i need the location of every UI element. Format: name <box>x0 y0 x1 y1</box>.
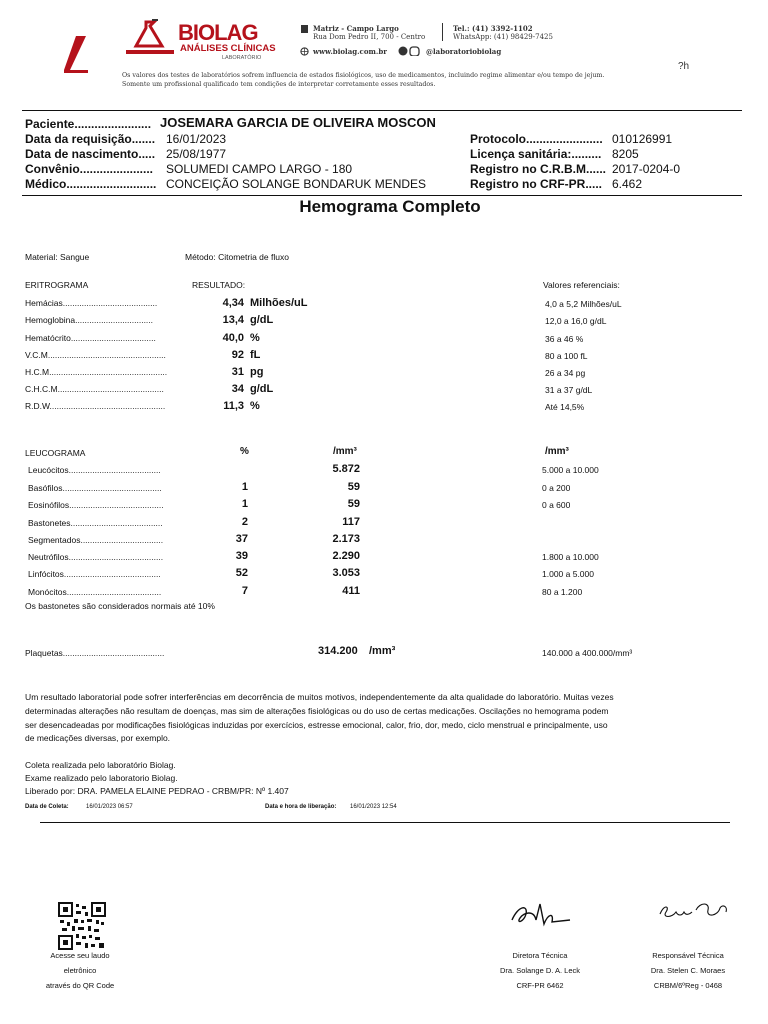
material-text: Material: Sangue <box>25 252 90 262</box>
nascimento-label: Data de nascimento..... <box>25 147 156 161</box>
row-label: Segmentados................................... <box>28 535 164 545</box>
row-label: Monócitos........................................ <box>28 587 162 597</box>
crf-label: Registro no CRF-PR..... <box>470 177 602 191</box>
requisicao-label: Data da requisição....... <box>25 132 156 146</box>
disclaimer-line-2: determinadas alterações não resultam de doenças, mas sim de alterações fisiológicas ou do uso de certas medicações. Oscilações no hemograma podem <box>25 706 609 716</box>
row-abs: 59 <box>347 498 360 510</box>
row-value: 40,0 <box>222 332 244 344</box>
website-link[interactable]: www.biolag.com.br <box>313 47 387 56</box>
row-value: 34 <box>231 383 244 395</box>
plaquetas-ref: 140.000 a 400.000/mm³ <box>542 648 633 658</box>
header-rule <box>22 110 742 111</box>
protocolo-value: 010126991 <box>612 132 673 146</box>
pct-heading: % <box>240 446 249 457</box>
mm3-heading: /mm³ <box>333 446 357 457</box>
disclaimer-line-3: ser desencadeadas por modificações fisiológicas induzidas por exercícios, estresse emocional, calor, frio, dor, medo, ciclo menstrual e principalmente, uso <box>25 720 608 730</box>
qr-code-icon[interactable] <box>58 902 106 950</box>
signature-1-icon <box>508 900 574 930</box>
notice-line-2: Somente um profissional qualificado tem condições de interpretar corretamente esses resultados. <box>122 81 436 88</box>
notice-line-1: Os valores dos testes de laboratórios sofrem influencia de estados fisiológicos, uso de medicamentos, incluindo regime alimentar e/ou tempo de jejum. <box>122 72 605 79</box>
row-value: 31 <box>231 366 244 378</box>
row-ref: Até 14,5% <box>545 402 585 412</box>
phone-number: Tel.: (41) 3392-1102 <box>453 24 533 33</box>
row-pct: 2 <box>241 516 248 528</box>
row-unit: % <box>250 332 260 344</box>
contact-divider <box>442 23 443 41</box>
crbm-label: Registro no C.R.B.M...... <box>470 162 607 176</box>
row-abs: 2.290 <box>332 550 360 562</box>
row-unit: fL <box>250 349 261 361</box>
row-label: Bastonetes....................................... <box>28 518 163 528</box>
row-label: Eosinófilos........................................ <box>28 500 164 510</box>
medico-value: CONCEIÇÃO SOLANGE BONDARUK MENDES <box>166 177 427 191</box>
crf-value: 6.462 <box>612 177 643 191</box>
matriz-title: Matriz - Campo Largo <box>313 24 399 33</box>
row-ref: 4,0 a 5,2 Milhões/uL <box>545 299 622 309</box>
row-unit: pg <box>250 366 264 378</box>
building-icon <box>300 24 309 33</box>
row-abs: 2.173 <box>332 533 360 545</box>
disclaimer-line-1: Um resultado laboratorial pode sofrer interferências em decorrência de muitos motivos, independentemente da alta qualidade do laboratório. Muitas vezes <box>25 692 614 702</box>
licenca-label: Licença sanitária:......... <box>470 147 602 161</box>
row-ref: 0 a 600 <box>542 500 571 510</box>
data-coleta-value: 16/01/2023 06:57 <box>86 804 133 810</box>
row-label: Hemoglobina................................. <box>25 315 154 325</box>
requisicao-value: 16/01/2023 <box>166 132 227 146</box>
row-abs: 59 <box>347 481 360 493</box>
row-pct: 52 <box>235 567 248 579</box>
brand-caption: LABORATÓRIO <box>222 55 262 61</box>
row-label: C.H.C.M............................................. <box>25 384 164 394</box>
row-unit: Milhões/uL <box>250 297 308 309</box>
row-pct: 7 <box>241 585 248 597</box>
partial-logo-mark-icon <box>62 30 92 74</box>
biolag-logo-icon <box>122 18 178 58</box>
coleta-text: Coleta realizada pelo laboratório Biolag. <box>25 760 176 770</box>
row-label: Linfócitos......................................... <box>28 569 161 579</box>
row-label: Leucócitos....................................... <box>28 465 161 475</box>
qr-caption-line-1: Acesse seu laudo <box>50 951 110 960</box>
globe-icon <box>300 47 309 56</box>
sig1-title: Diretora Técnica <box>512 951 568 960</box>
row-abs: 3.053 <box>332 567 360 579</box>
row-ref: 12,0 a 16,0 g/dL <box>545 316 607 326</box>
qr-caption-line-3: através do QR Code <box>45 981 115 990</box>
paciente-label: Paciente....................... <box>25 117 152 131</box>
matriz-address: Rua Dom Pedro II, 700 - Centro <box>313 33 426 41</box>
row-label: Hematócrito.................................... <box>25 333 156 343</box>
row-label: Hemácias........................................ <box>25 298 158 308</box>
nascimento-value: 25/08/1977 <box>166 147 227 161</box>
row-value: 4,34 <box>222 297 244 309</box>
row-unit: g/dL <box>250 383 274 395</box>
row-pct: 1 <box>241 498 248 510</box>
row-ref: 36 a 46 % <box>545 334 584 344</box>
exame-text: Exame realizado pelo laboratorio Biolag. <box>25 773 178 783</box>
leucograma-heading: LEUCOGRAMA <box>25 448 86 458</box>
row-ref: 26 a 34 pg <box>545 368 586 378</box>
data-liberacao-label: Data e hora de liberação: <box>265 804 337 810</box>
row-label: Basófilos.......................................... <box>28 483 162 493</box>
exam-title: Hemograma Completo <box>299 197 481 216</box>
row-label: V.C.M.................................................. <box>25 350 166 360</box>
plaquetas-unit: /mm³ <box>369 645 396 657</box>
row-pct: 39 <box>235 550 248 562</box>
row-pct: 37 <box>235 533 248 545</box>
row-value: 13,4 <box>222 314 244 326</box>
data-coleta-label: Data de Coleta: <box>25 804 69 810</box>
row-pct: 1 <box>241 481 248 493</box>
convenio-value: SOLUMEDI CAMPO LARGO - 180 <box>166 162 353 176</box>
protocolo-label: Protocolo....................... <box>470 132 603 146</box>
disclaimer-line-4: de medicações diversas, por exemplo. <box>25 733 171 743</box>
data-liberacao-value: 16/01/2023 12:54 <box>350 804 397 810</box>
signature-2-icon <box>656 900 732 924</box>
row-label: R.D.W................................................. <box>25 401 166 411</box>
brand-name: BIOLAG <box>178 20 258 45</box>
licenca-value: 8205 <box>612 147 639 161</box>
paciente-value: JOSEMARA GARCIA DE OLIVEIRA MOSCON <box>160 115 436 130</box>
liberado-text: Liberado por: DRA. PAMELA ELAINE PEDRAO - CRBM/PR: Nº 1.407 <box>25 786 289 796</box>
row-label: Neutrófilos........................................ <box>28 552 164 562</box>
row-ref: 0 a 200 <box>542 483 571 493</box>
sig1-registry: CRF-PR 6462 <box>516 981 564 990</box>
metodo-text: Método: Citometria de fluxo <box>185 252 289 262</box>
footer-rule <box>40 822 730 823</box>
medico-label: Médico........................... <box>25 177 157 191</box>
patient-rule <box>22 195 742 196</box>
crbm-value: 2017-0204-0 <box>612 162 681 176</box>
social-handle[interactable]: @laboratoriobiolag <box>426 47 502 56</box>
sig2-title: Responsável Técnica <box>652 951 724 960</box>
row-ref: 80 a 1.200 <box>542 587 583 597</box>
row-abs: 117 <box>342 516 360 528</box>
bastonetes-note: Os bastonetes são considerados normais até 10% <box>25 601 215 611</box>
sig2-name: Dra. Stelen C. Moraes <box>650 966 726 975</box>
brand-subtitle: ANÁLISES CLÍNICAS <box>180 43 276 54</box>
qr-caption-line-2: eletrônico <box>63 966 97 975</box>
sig2-registry: CRBM/6ºReg - 0468 <box>653 981 723 990</box>
row-ref: 5.000 a 10.000 <box>542 465 599 475</box>
row-unit: % <box>250 400 260 412</box>
row-value: 11,3 <box>223 400 244 412</box>
row-ref: 80 a 100 fL <box>545 351 588 361</box>
row-ref: 1.000 a 5.000 <box>542 569 594 579</box>
plaquetas-label: Plaquetas........................................... <box>25 648 165 658</box>
row-abs: 411 <box>342 585 360 597</box>
sig1-name: Dra. Solange D. A. Leck <box>499 966 581 975</box>
whatsapp-number: WhatsApp: (41) 98429-7425 <box>453 33 553 41</box>
social-icons <box>398 46 424 56</box>
row-abs: 5.872 <box>332 463 360 475</box>
row-unit: g/dL <box>250 314 274 326</box>
row-value: 92 <box>231 349 244 361</box>
resultado-heading: RESULTADO: <box>192 280 246 290</box>
eritrograma-heading: ERITROGRAMA <box>25 280 89 290</box>
convenio-label: Convênio...................... <box>25 162 154 176</box>
plaquetas-value: 314.200 <box>318 645 358 657</box>
ref-mm3-heading: /mm³ <box>545 446 569 457</box>
row-ref: 1.800 a 10.000 <box>542 552 599 562</box>
row-ref: 31 a 37 g/dL <box>545 385 593 395</box>
row-label: H.C.M.................................................. <box>25 367 168 377</box>
corner-text: ?h <box>678 61 690 72</box>
ref-heading: Valores referenciais: <box>543 280 620 290</box>
